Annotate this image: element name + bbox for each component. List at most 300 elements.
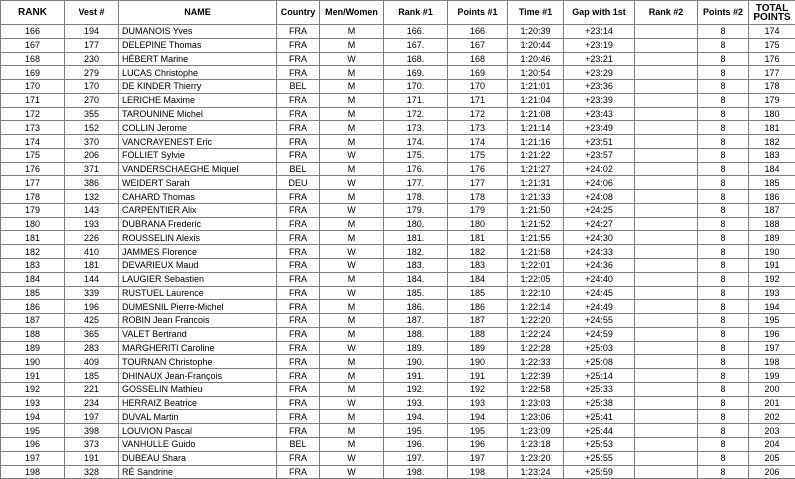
gender-cell: W (320, 259, 384, 273)
total-points-cell: 200 (749, 382, 795, 396)
rank-cell: 172 (1, 107, 65, 121)
table-row (1, 38, 795, 52)
gap-cell: +25:55 (564, 451, 635, 465)
name-cell: DUVAL Martin (119, 410, 277, 424)
rank-1-cell: 190. (384, 355, 448, 369)
points-1-cell: 195 (448, 424, 508, 438)
country-cell: FRA (277, 38, 320, 52)
gap-cell: +24:30 (564, 231, 635, 245)
header-points-1: Points #1 (448, 1, 508, 25)
table-row (1, 341, 795, 355)
gap-cell: +23:14 (564, 25, 635, 39)
gap-cell: +24:49 (564, 300, 635, 314)
country-cell: FRA (277, 259, 320, 273)
gender-cell: M (320, 355, 384, 369)
vest-cell: 270 (65, 93, 119, 107)
points-1-cell: 174 (448, 135, 508, 149)
name-cell: CAHARD Thomas (119, 190, 277, 204)
country-cell: FRA (277, 217, 320, 231)
rank-2-cell (635, 465, 698, 479)
gap-cell: +24:45 (564, 286, 635, 300)
rank-1-cell: 168. (384, 52, 448, 66)
points-2-cell: 8 (698, 245, 749, 259)
header-rank: RANK (1, 1, 65, 25)
vest-cell: 371 (65, 162, 119, 176)
time-1-cell: 1:22:10 (508, 286, 564, 300)
country-cell: FRA (277, 25, 320, 39)
points-1-cell: 169 (448, 66, 508, 80)
gender-cell: M (320, 424, 384, 438)
time-1-cell: 1:21:58 (508, 245, 564, 259)
country-cell: BEL (277, 80, 320, 94)
points-1-cell: 180 (448, 217, 508, 231)
vest-cell: 339 (65, 286, 119, 300)
country-cell: FRA (277, 355, 320, 369)
rank-1-cell: 185. (384, 286, 448, 300)
gender-cell: M (320, 93, 384, 107)
gender-cell: W (320, 451, 384, 465)
header-row (1, 1, 795, 25)
header-points-2: Points #2 (698, 1, 749, 25)
vest-cell: 177 (65, 38, 119, 52)
rank-2-cell (635, 80, 698, 94)
name-cell: DUBRANA Frederic (119, 217, 277, 231)
points-1-cell: 192 (448, 382, 508, 396)
rank-1-cell: 174. (384, 135, 448, 149)
country-cell: FRA (277, 52, 320, 66)
header-rank-1: Rank #1 (384, 1, 448, 25)
points-2-cell: 8 (698, 341, 749, 355)
country-cell: FRA (277, 245, 320, 259)
total-points-cell: 182 (749, 135, 795, 149)
time-1-cell: 1:23:06 (508, 410, 564, 424)
time-1-cell: 1:20:44 (508, 38, 564, 52)
total-points-cell: 184 (749, 162, 795, 176)
rank-cell: 189 (1, 341, 65, 355)
rank-cell: 179 (1, 203, 65, 217)
vest-cell: 398 (65, 424, 119, 438)
rank-2-cell (635, 437, 698, 451)
gender-cell: M (320, 135, 384, 149)
name-cell: DELEPINE Thomas (119, 38, 277, 52)
time-1-cell: 1:22:58 (508, 382, 564, 396)
points-2-cell: 8 (698, 135, 749, 149)
table-row (1, 272, 795, 286)
header-gap: Gap with 1st (564, 1, 635, 25)
name-cell: VANHULLE Guido (119, 437, 277, 451)
total-points-cell: 178 (749, 80, 795, 94)
rank-2-cell (635, 300, 698, 314)
points-1-cell: 170 (448, 80, 508, 94)
time-1-cell: 1:22:39 (508, 369, 564, 383)
time-1-cell: 1:21:22 (508, 148, 564, 162)
country-cell: FRA (277, 148, 320, 162)
vest-cell: 143 (65, 203, 119, 217)
country-cell: FRA (277, 66, 320, 80)
country-cell: FRA (277, 451, 320, 465)
country-cell: DEU (277, 176, 320, 190)
name-cell: LERICHE Maxime (119, 93, 277, 107)
header-name: NAME (119, 1, 277, 25)
time-1-cell: 1:22:20 (508, 314, 564, 328)
rank-1-cell: 172. (384, 107, 448, 121)
total-points-cell: 190 (749, 245, 795, 259)
gap-cell: +23:43 (564, 107, 635, 121)
points-1-cell: 190 (448, 355, 508, 369)
points-1-cell: 166 (448, 25, 508, 39)
rank-1-cell: 194. (384, 410, 448, 424)
points-1-cell: 193 (448, 396, 508, 410)
rank-2-cell (635, 382, 698, 396)
vest-cell: 196 (65, 300, 119, 314)
table-row (1, 52, 795, 66)
points-1-cell: 191 (448, 369, 508, 383)
total-points-cell: 189 (749, 231, 795, 245)
gap-cell: +24:36 (564, 259, 635, 273)
name-cell: TOURNAN Christophe (119, 355, 277, 369)
gender-cell: W (320, 286, 384, 300)
country-cell: FRA (277, 286, 320, 300)
gender-cell: M (320, 121, 384, 135)
country-cell: FRA (277, 135, 320, 149)
gap-cell: +25:44 (564, 424, 635, 438)
name-cell: DUMESNIL Pierre-Michel (119, 300, 277, 314)
table-row (1, 25, 795, 39)
rank-cell: 171 (1, 93, 65, 107)
rank-1-cell: 177. (384, 176, 448, 190)
header-gender: Men/Women (320, 1, 384, 25)
table-row (1, 203, 795, 217)
total-points-cell: 199 (749, 369, 795, 383)
country-cell: FRA (277, 231, 320, 245)
points-2-cell: 8 (698, 300, 749, 314)
points-1-cell: 194 (448, 410, 508, 424)
rank-cell: 174 (1, 135, 65, 149)
rank-cell: 193 (1, 396, 65, 410)
points-2-cell: 8 (698, 203, 749, 217)
time-1-cell: 1:21:55 (508, 231, 564, 245)
time-1-cell: 1:22:33 (508, 355, 564, 369)
vest-cell: 132 (65, 190, 119, 204)
name-cell: HÉBERT Marine (119, 52, 277, 66)
name-cell: HERRAIZ Beatrice (119, 396, 277, 410)
points-2-cell: 8 (698, 327, 749, 341)
country-cell: FRA (277, 465, 320, 479)
points-2-cell: 8 (698, 437, 749, 451)
rank-1-cell: 184. (384, 272, 448, 286)
rank-2-cell (635, 203, 698, 217)
table-row (1, 382, 795, 396)
gender-cell: M (320, 217, 384, 231)
gender-cell: W (320, 148, 384, 162)
table-body (1, 25, 795, 479)
points-1-cell: 189 (448, 341, 508, 355)
gender-cell: W (320, 176, 384, 190)
rank-1-cell: 181. (384, 231, 448, 245)
rank-2-cell (635, 190, 698, 204)
name-cell: RÈ Sandrine (119, 465, 277, 479)
table-row (1, 176, 795, 190)
time-1-cell: 1:21:16 (508, 135, 564, 149)
rank-2-cell (635, 396, 698, 410)
country-cell: BEL (277, 437, 320, 451)
gap-cell: +23:29 (564, 66, 635, 80)
rank-1-cell: 189. (384, 341, 448, 355)
gender-cell: W (320, 396, 384, 410)
vest-cell: 221 (65, 382, 119, 396)
rank-1-cell: 178. (384, 190, 448, 204)
gender-cell: M (320, 190, 384, 204)
points-1-cell: 172 (448, 107, 508, 121)
rank-cell: 185 (1, 286, 65, 300)
rank-2-cell (635, 327, 698, 341)
rank-cell: 187 (1, 314, 65, 328)
rank-1-cell: 191. (384, 369, 448, 383)
country-cell: FRA (277, 314, 320, 328)
points-1-cell: 167 (448, 38, 508, 52)
rank-1-cell: 169. (384, 66, 448, 80)
points-2-cell: 8 (698, 286, 749, 300)
gap-cell: +24:02 (564, 162, 635, 176)
points-1-cell: 179 (448, 203, 508, 217)
time-1-cell: 1:21:50 (508, 203, 564, 217)
gender-cell: M (320, 272, 384, 286)
gender-cell: M (320, 162, 384, 176)
gender-cell: W (320, 245, 384, 259)
name-cell: WEIDERT Sarah (119, 176, 277, 190)
vest-cell: 226 (65, 231, 119, 245)
rank-2-cell (635, 107, 698, 121)
points-2-cell: 8 (698, 314, 749, 328)
total-points-cell: 193 (749, 286, 795, 300)
name-cell: RUSTUEL Laurence (119, 286, 277, 300)
gender-cell: M (320, 382, 384, 396)
name-cell: CARPENTIER Alix (119, 203, 277, 217)
total-points-cell: 180 (749, 107, 795, 121)
rank-cell: 195 (1, 424, 65, 438)
points-2-cell: 8 (698, 382, 749, 396)
total-points-cell: 206 (749, 465, 795, 479)
time-1-cell: 1:21:04 (508, 93, 564, 107)
rank-cell: 198 (1, 465, 65, 479)
vest-cell: 283 (65, 341, 119, 355)
time-1-cell: 1:21:14 (508, 121, 564, 135)
rank-cell: 192 (1, 382, 65, 396)
rank-1-cell: 186. (384, 300, 448, 314)
gap-cell: +23:57 (564, 148, 635, 162)
table-row (1, 93, 795, 107)
rank-cell: 177 (1, 176, 65, 190)
rank-1-cell: 187. (384, 314, 448, 328)
points-2-cell: 8 (698, 451, 749, 465)
table-row (1, 121, 795, 135)
total-points-cell: 185 (749, 176, 795, 190)
name-cell: JAMMES Florence (119, 245, 277, 259)
rank-cell: 181 (1, 231, 65, 245)
points-2-cell: 8 (698, 217, 749, 231)
vest-cell: 170 (65, 80, 119, 94)
rank-cell: 182 (1, 245, 65, 259)
name-cell: VANDERSCHAEGHE Miquel (119, 162, 277, 176)
total-points-cell: 191 (749, 259, 795, 273)
time-1-cell: 1:20:39 (508, 25, 564, 39)
rank-2-cell (635, 52, 698, 66)
table-row (1, 190, 795, 204)
name-cell: VANCRAYENEST Eric (119, 135, 277, 149)
table-row (1, 135, 795, 149)
rank-cell: 186 (1, 300, 65, 314)
table-row (1, 148, 795, 162)
table-row (1, 217, 795, 231)
rank-cell: 191 (1, 369, 65, 383)
points-2-cell: 8 (698, 190, 749, 204)
name-cell: ROBIN Jean Francois (119, 314, 277, 328)
rank-2-cell (635, 38, 698, 52)
points-2-cell: 8 (698, 396, 749, 410)
vest-cell: 355 (65, 107, 119, 121)
gap-cell: +23:51 (564, 135, 635, 149)
country-cell: FRA (277, 382, 320, 396)
gender-cell: M (320, 300, 384, 314)
time-1-cell: 1:21:31 (508, 176, 564, 190)
vest-cell: 373 (65, 437, 119, 451)
rank-1-cell: 183. (384, 259, 448, 273)
rank-2-cell (635, 162, 698, 176)
points-2-cell: 8 (698, 148, 749, 162)
rank-2-cell (635, 135, 698, 149)
gap-cell: +25:41 (564, 410, 635, 424)
country-cell: FRA (277, 121, 320, 135)
vest-cell: 181 (65, 259, 119, 273)
total-points-cell: 202 (749, 410, 795, 424)
vest-cell: 279 (65, 66, 119, 80)
name-cell: DUBEAU Shara (119, 451, 277, 465)
rank-2-cell (635, 121, 698, 135)
gender-cell: M (320, 107, 384, 121)
rank-1-cell: 180. (384, 217, 448, 231)
total-points-cell: 197 (749, 341, 795, 355)
name-cell: DEVARIEUX Maud (119, 259, 277, 273)
table-row (1, 245, 795, 259)
table-row (1, 162, 795, 176)
points-2-cell: 8 (698, 25, 749, 39)
total-points-cell: 196 (749, 327, 795, 341)
table-row (1, 107, 795, 121)
points-1-cell: 186 (448, 300, 508, 314)
rank-cell: 194 (1, 410, 65, 424)
points-1-cell: 173 (448, 121, 508, 135)
vest-cell: 197 (65, 410, 119, 424)
table-row (1, 66, 795, 80)
vest-cell: 386 (65, 176, 119, 190)
rank-1-cell: 176. (384, 162, 448, 176)
gap-cell: +23:36 (564, 80, 635, 94)
table-row (1, 465, 795, 479)
name-cell: COLLIN Jerome (119, 121, 277, 135)
time-1-cell: 1:21:08 (508, 107, 564, 121)
country-cell: FRA (277, 341, 320, 355)
points-2-cell: 8 (698, 369, 749, 383)
total-points-cell: 186 (749, 190, 795, 204)
rank-2-cell (635, 451, 698, 465)
points-2-cell: 8 (698, 38, 749, 52)
rank-cell: 188 (1, 327, 65, 341)
rank-1-cell: 193. (384, 396, 448, 410)
rank-2-cell (635, 424, 698, 438)
rank-1-cell: 197. (384, 451, 448, 465)
header-vest: Vest # (65, 1, 119, 25)
table-row (1, 80, 795, 94)
gap-cell: +25:14 (564, 369, 635, 383)
gender-cell: W (320, 341, 384, 355)
country-cell: FRA (277, 93, 320, 107)
points-1-cell: 181 (448, 231, 508, 245)
gap-cell: +25:03 (564, 341, 635, 355)
rank-2-cell (635, 314, 698, 328)
rank-2-cell (635, 66, 698, 80)
country-cell: FRA (277, 410, 320, 424)
vest-cell: 230 (65, 52, 119, 66)
country-cell: FRA (277, 369, 320, 383)
points-1-cell: 175 (448, 148, 508, 162)
name-cell: MARGHERITI Caroline (119, 341, 277, 355)
time-1-cell: 1:23:18 (508, 437, 564, 451)
table-row (1, 410, 795, 424)
total-points-cell: 195 (749, 314, 795, 328)
points-1-cell: 187 (448, 314, 508, 328)
total-points-cell: 194 (749, 300, 795, 314)
rank-cell: 184 (1, 272, 65, 286)
rank-2-cell (635, 355, 698, 369)
table-row (1, 451, 795, 465)
total-points-cell: 204 (749, 437, 795, 451)
name-cell: DUMANOIS Yves (119, 25, 277, 39)
vest-cell: 193 (65, 217, 119, 231)
gap-cell: +23:49 (564, 121, 635, 135)
rank-cell: 176 (1, 162, 65, 176)
time-1-cell: 1:21:33 (508, 190, 564, 204)
gender-cell: M (320, 437, 384, 451)
rank-2-cell (635, 341, 698, 355)
gap-cell: +24:55 (564, 314, 635, 328)
points-1-cell: 168 (448, 52, 508, 66)
points-1-cell: 197 (448, 451, 508, 465)
rank-1-cell: 198. (384, 465, 448, 479)
gap-cell: +24:06 (564, 176, 635, 190)
name-cell: LAUGIER Sebastien (119, 272, 277, 286)
table-row (1, 300, 795, 314)
points-1-cell: 178 (448, 190, 508, 204)
rank-1-cell: 171. (384, 93, 448, 107)
name-cell: TAROUNINE Michel (119, 107, 277, 121)
time-1-cell: 1:21:01 (508, 80, 564, 94)
country-cell: FRA (277, 396, 320, 410)
points-1-cell: 188 (448, 327, 508, 341)
rank-cell: 169 (1, 66, 65, 80)
rank-cell: 170 (1, 80, 65, 94)
vest-cell: 410 (65, 245, 119, 259)
header-time-1: Time #1 (508, 1, 564, 25)
rank-1-cell: 170. (384, 80, 448, 94)
gender-cell: W (320, 203, 384, 217)
table-row (1, 314, 795, 328)
total-points-cell: 188 (749, 217, 795, 231)
header-country: Country (277, 1, 320, 25)
total-points-cell: 175 (749, 38, 795, 52)
rank-cell: 180 (1, 217, 65, 231)
points-2-cell: 8 (698, 176, 749, 190)
gap-cell: +23:21 (564, 52, 635, 66)
